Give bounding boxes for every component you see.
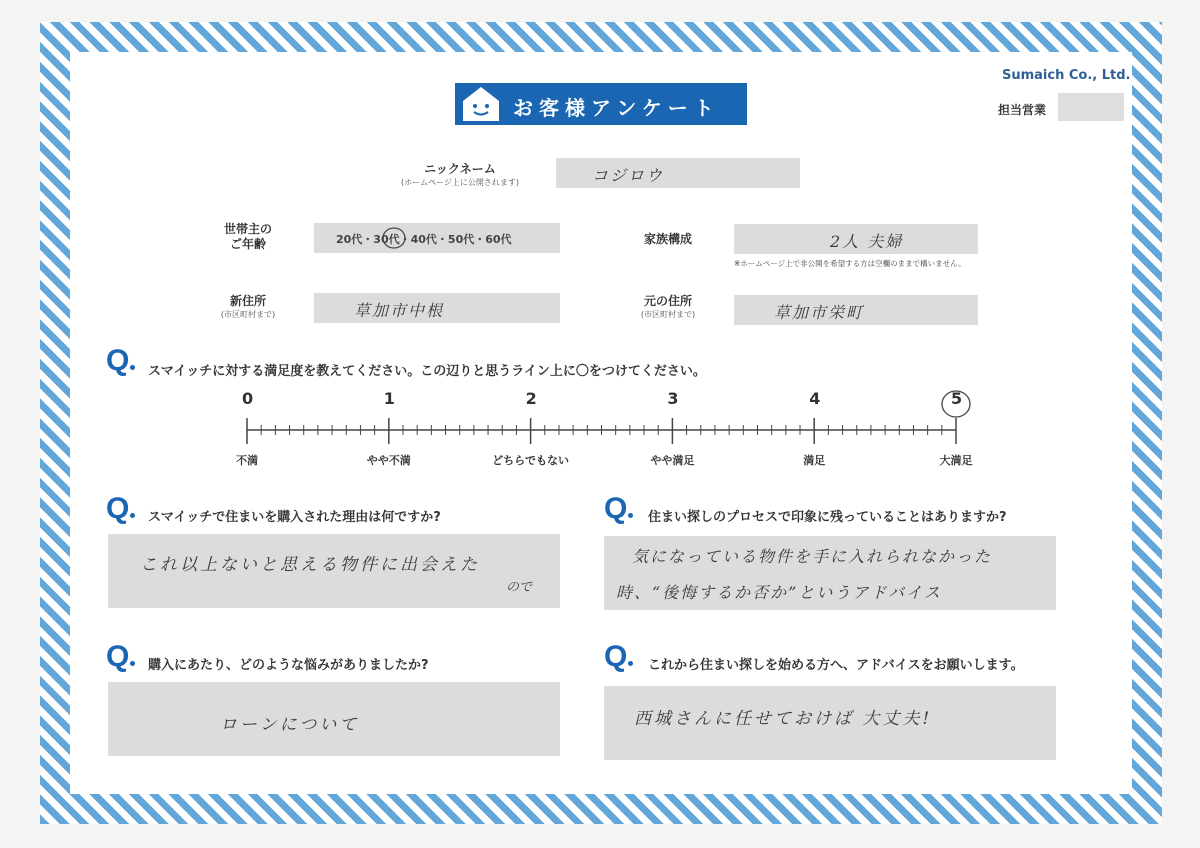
age-field[interactable] bbox=[314, 223, 560, 253]
page-title: お客様アンケート bbox=[513, 96, 720, 120]
smiling-house-icon bbox=[461, 85, 501, 123]
scale-label-2: どちらでもない bbox=[492, 454, 570, 467]
survey-title-banner bbox=[455, 83, 747, 125]
answer-3-line1: ローンについて bbox=[220, 715, 360, 735]
answer-1-line1: これ以上ないと思える物件に出会えた bbox=[140, 555, 480, 575]
family-note: ※ホームページ上で非公開を希望する方は空欄のままで構いません。 bbox=[734, 259, 966, 268]
scale-number-0: 0 bbox=[242, 389, 254, 408]
scale-label-4: 満足 bbox=[803, 454, 826, 467]
family-field[interactable] bbox=[734, 224, 978, 254]
question-1: スマイッチで住まいを購入された理由は何ですか? bbox=[148, 510, 441, 525]
scale-number-2: 2 bbox=[525, 389, 537, 408]
q-mark-satisfaction: Q bbox=[106, 344, 135, 378]
scale-number-4: 4 bbox=[809, 389, 821, 408]
age-label: 世帯主の ご年齢 bbox=[223, 222, 272, 251]
old-address-label: 元の住所 (市区町村まで) bbox=[628, 294, 708, 320]
q-mark-3: Q bbox=[106, 640, 135, 674]
answer-3-field[interactable] bbox=[108, 682, 560, 756]
answer-2-field[interactable] bbox=[604, 536, 1056, 610]
new-address-value: 草加市中根 bbox=[354, 301, 445, 320]
scale-number-5: 5 bbox=[951, 389, 963, 408]
question-2: 住まい探しのプロセスで印象に残っていることはありますか? bbox=[648, 510, 1007, 525]
q-mark-2: Q bbox=[604, 492, 633, 526]
new-address-label: 新住所 (市区町村まで) bbox=[208, 294, 288, 320]
nickname-label: ニックネーム (ホームページ上に公開されます) bbox=[380, 162, 540, 188]
question-4: これから住まい探しを始める方へ、アドバイスをお願いします。 bbox=[648, 658, 1024, 673]
question-3: 購入にあたり、どのような悩みがありましたか? bbox=[148, 658, 429, 673]
sales-rep-label: 担当営業 bbox=[998, 103, 1047, 117]
q-mark-4: Q bbox=[604, 640, 633, 674]
nickname-note: (ホームページ上に公開されます) bbox=[400, 178, 520, 187]
new-address-field[interactable] bbox=[314, 293, 560, 323]
answer-4-field[interactable] bbox=[604, 686, 1056, 760]
age-circle-mark bbox=[380, 223, 410, 255]
scale-label-0: 不満 bbox=[236, 454, 258, 467]
q-mark-1: Q bbox=[106, 492, 135, 526]
family-value: 2人 夫婦 bbox=[830, 232, 904, 251]
nickname-field[interactable] bbox=[556, 158, 800, 188]
sales-rep-field[interactable] bbox=[1058, 93, 1124, 121]
old-address-value: 草加市栄町 bbox=[774, 303, 865, 322]
answer-2-line2: 時、“後悔するか否か”というアドバイス bbox=[616, 583, 942, 602]
scale-label-3: やや満足 bbox=[650, 454, 695, 467]
scale-number-1: 1 bbox=[383, 389, 395, 408]
old-address-field[interactable] bbox=[734, 295, 978, 325]
nickname-value: コジロウ bbox=[592, 166, 665, 185]
family-label: 家族構成 bbox=[643, 232, 692, 246]
new-address-note: (市区町村まで) bbox=[220, 310, 276, 319]
answer-1-field[interactable] bbox=[108, 534, 560, 608]
scale-number-3: 3 bbox=[667, 389, 679, 408]
satisfaction-question: スマイッチに対する満足度を教えてください。この辺りと思うライン上に〇をつけてください。 bbox=[148, 364, 706, 379]
answer-4-line1: 西城さんに任せておけば 大丈夫! bbox=[634, 709, 933, 729]
scale-label-5: 大満足 bbox=[939, 454, 973, 467]
answer-2-line1: 気になっている物件を手に入れられなかった bbox=[632, 547, 993, 566]
answer-1-line2: ので bbox=[506, 580, 533, 595]
company-name: Sumaich Co., Ltd. bbox=[1002, 68, 1131, 83]
old-address-note: (市区町村まで) bbox=[640, 310, 696, 319]
age-options: 20代・30代・40代・50代・60代 bbox=[336, 233, 512, 246]
scale-label-1: やや不満 bbox=[366, 454, 411, 467]
